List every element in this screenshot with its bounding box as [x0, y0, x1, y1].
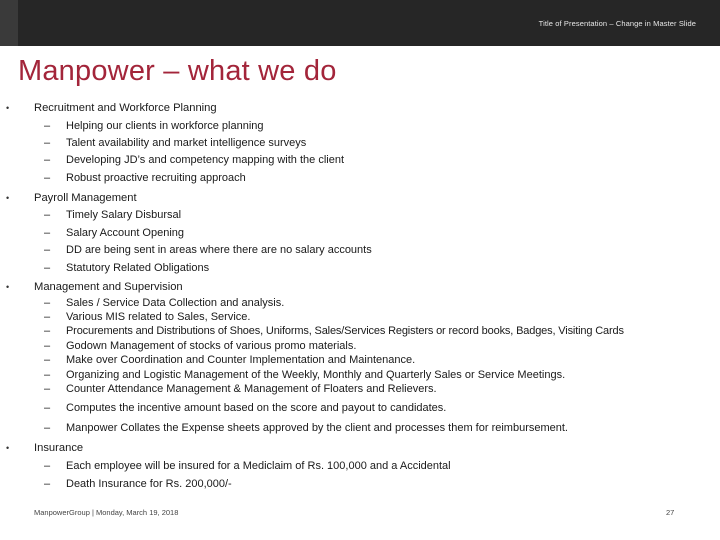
list-item — [44, 460, 451, 472]
list-item — [44, 154, 344, 166]
section-title-recruitment: Recruitment and Workforce Planning — [34, 102, 217, 114]
list-item-text: Procurements and Distributions of Shoes, Uniforms, Sales/Services Registers or record books, Badges, Visiting Cards — [66, 325, 624, 337]
list-item — [44, 120, 264, 132]
bullet-icon: • — [6, 193, 10, 203]
list-item-text: Make over Coordination and Counter Implementation and Maintenance. — [66, 354, 416, 366]
dash-icon: – — [44, 354, 51, 366]
list-item-text: Organizing and Logistic Management of the Weekly, Monthly and Quarterly Sales or Service Meetings. — [66, 369, 566, 381]
section-title-payroll: Payroll Management — [34, 192, 137, 204]
list-item — [44, 402, 446, 414]
list-item — [44, 340, 356, 352]
list-item — [44, 297, 284, 309]
list-item — [44, 172, 246, 184]
dash-icon: – — [44, 172, 51, 184]
list-item — [44, 369, 565, 381]
dash-icon: – — [44, 422, 51, 434]
dash-icon: – — [44, 383, 51, 395]
page-number: 27 — [666, 508, 675, 517]
dash-icon: – — [44, 402, 51, 414]
list-item — [44, 244, 372, 256]
header-bar — [0, 0, 720, 46]
list-item — [44, 262, 209, 274]
dash-icon: – — [44, 325, 50, 337]
list-item — [44, 354, 415, 366]
footer-company-date: ManpowerGroup | Monday, March 19, 2018 — [34, 508, 179, 517]
list-item — [44, 478, 232, 490]
dash-icon: – — [44, 460, 51, 472]
dash-icon: – — [44, 227, 51, 239]
dash-icon: – — [44, 154, 51, 166]
bullet-icon: • — [6, 443, 10, 453]
presentation-title: Title of Presentation – Change in Master Slide — [538, 19, 696, 28]
dash-icon: – — [44, 340, 51, 352]
list-item-text: Death Insurance for Rs. 200,000/- — [66, 478, 232, 490]
list-item-text: Manpower Collates the Expense sheets approved by the client and processes them for reimbursement. — [66, 422, 568, 434]
bullet-icon: • — [6, 282, 10, 292]
list-item — [44, 422, 568, 434]
dash-icon: – — [44, 209, 51, 221]
list-item-text: Sales / Service Data Collection and analysis. — [66, 297, 285, 309]
list-item-text: Counter Attendance Management & Management of Floaters and Relievers. — [66, 383, 437, 395]
dash-icon: – — [44, 297, 51, 309]
section-title-management: Management and Supervision — [34, 281, 183, 293]
bullet-icon: • — [6, 103, 10, 113]
list-item-text: Various MIS related to Sales, Service. — [66, 311, 251, 323]
dash-icon: – — [44, 262, 51, 274]
list-item-text: DD are being sent in areas where there are no salary accounts — [66, 244, 372, 256]
list-item — [44, 137, 306, 149]
dash-icon: – — [44, 244, 51, 256]
list-item-text: Salary Account Opening — [66, 227, 185, 239]
section-title-insurance: Insurance — [34, 442, 84, 454]
list-item — [44, 383, 437, 395]
list-item — [44, 311, 250, 323]
list-item-text: Helping our clients in workforce planning — [66, 120, 264, 132]
list-item-text: Each employee will be insured for a Mediclaim of Rs. 100,000 and a Accidental — [66, 460, 451, 472]
list-item-text: Talent availability and market intelligence surveys — [66, 137, 307, 149]
list-item-text: Statutory Related Obligations — [66, 262, 210, 274]
dash-icon: – — [44, 120, 51, 132]
dash-icon: – — [44, 369, 51, 381]
list-item-text: Computes the incentive amount based on the score and payout to candidates. — [66, 402, 447, 414]
dash-icon: – — [44, 478, 51, 490]
list-item — [44, 227, 184, 239]
list-item-text: Timely Salary Disbursal — [66, 209, 182, 221]
list-item-text: Robust proactive recruiting approach — [66, 172, 246, 184]
dash-icon: – — [44, 137, 51, 149]
list-item — [44, 209, 181, 221]
list-item — [44, 325, 624, 337]
slide-title: Manpower – what we do — [18, 55, 337, 87]
list-item-text: Developing JD’s and competency mapping with the client — [66, 154, 345, 166]
dash-icon: – — [44, 311, 51, 323]
list-item-text: Godown Management of stocks of various promo materials. — [66, 340, 357, 352]
header-strip — [0, 0, 18, 46]
